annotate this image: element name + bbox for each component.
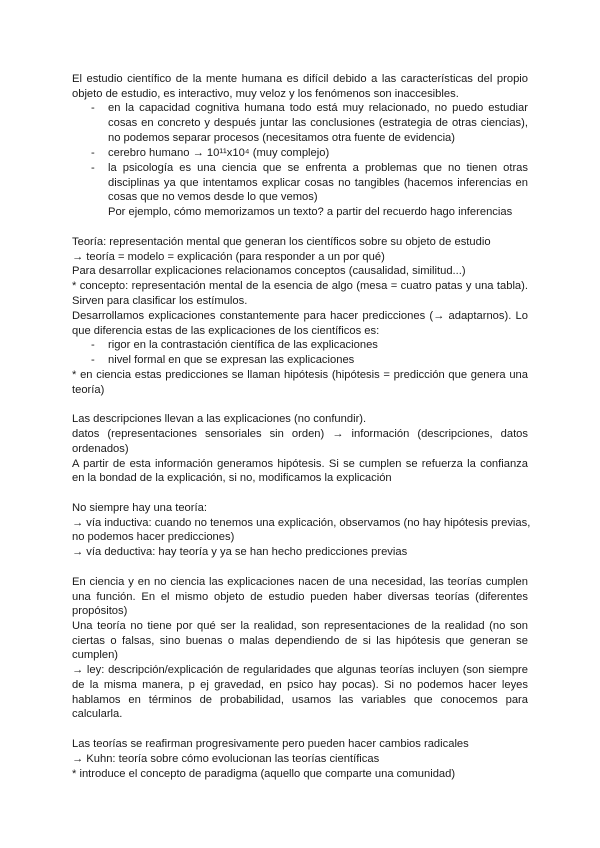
paragraph-line: → vía deductiva: hay teoría y ya se han hecho predicciones previas <box>72 546 408 558</box>
paragraph-line: calcularla. <box>72 708 123 720</box>
list-item-line: Por ejemplo, cómo memorizamos un texto? a partir del recuerdo hago inferencias <box>108 206 513 218</box>
bullet-dash: - <box>91 354 95 366</box>
bullet-dash: - <box>91 102 95 114</box>
paragraph-line: cumplen) <box>72 649 119 661</box>
list-item-line: no podemos separar procesos (necesitamos otra fuente de evidencia) <box>108 132 456 144</box>
list-item: la psicología es una ciencia que se enfrenta a problemas que no tienen otras <box>108 162 528 174</box>
paragraph-line: no podemos hacer predicciones) <box>72 531 235 543</box>
paragraph-line: * introduce el concepto de paradigma (aquello que comparte una comunidad) <box>72 768 456 780</box>
bullet-dash: - <box>91 147 95 159</box>
paragraph-line: en la bondad de la explicación, si no, modificamos la explicación <box>72 472 392 484</box>
list-item: cerebro humano → 10¹¹x10⁴ (muy complejo) <box>108 147 330 159</box>
paragraph-line: hablamos en términos de probabilidad, usamos las variables que conocemos para <box>72 694 528 706</box>
paragraph-line: datos (representaciones sensoriales sin orden) → información (descripciones, datos <box>72 428 528 440</box>
paragraph-line: En ciencia y en no ciencia las explicaciones nacen de una necesidad, las teorías cumplen <box>72 576 528 588</box>
paragraph-line: una función. En el mismo objeto de estudio pueden haber diversas teorías (diferentes <box>72 591 528 603</box>
paragraph-line: Desarrollamos explicaciones constantemente para hacer predicciones (→ adaptarnos). Lo <box>72 310 528 322</box>
paragraph-line: → teoría = modelo = explicación (para responder a un por qué) <box>72 251 385 263</box>
list-item-line: cosas que no vemos desde lo que vemos) <box>108 191 318 203</box>
paragraph-line: Teoría: representación mental que generan los científicos sobre su objeto de estudio <box>72 236 491 248</box>
paragraph-line: → Kuhn: teoría sobre cómo evolucionan las teorías científicas <box>72 753 380 765</box>
list-item-line: cosas en concreto y después juntar las conclusiones (estrategia de otras ciencias), <box>108 117 528 129</box>
paragraph-line: de la misma manera, p ej gravedad, en psico hay pocas). Si no podemos hacer leyes <box>72 679 528 691</box>
paragraph-line: Sirven para clasificar los estímulos. <box>72 295 248 307</box>
paragraph-line: objeto de estudio, es interactivo, muy veloz y los fenómenos son inaccesibles. <box>72 88 459 100</box>
paragraph-line: ordenados) <box>72 443 129 455</box>
paragraph-line: → ley: descripción/explicación de regularidades que algunas teorías incluyen (son siempre <box>72 664 528 676</box>
paragraph-line: * concepto: representación mental de la esencia de algo (mesa = cuatro patas y una tabla). <box>72 280 528 292</box>
paragraph-line: A partir de esta información generamos hipótesis. Si se cumplen se refuerza la confianza <box>72 458 528 470</box>
paragraph-line: ciertas o falsas, sino buenas o malas dependiendo de si las hipótesis que generan se <box>72 635 528 647</box>
list-item: rigor en la contrastación científica de las explicaciones <box>108 339 378 351</box>
paragraph-line: No siempre hay una teoría: <box>72 502 207 514</box>
paragraph-line: * en ciencia estas predicciones se llaman hipótesis (hipótesis = predicción que genera una <box>72 369 528 381</box>
paragraph-line: Las descripciones llevan a las explicaciones (no confundir). <box>72 413 367 425</box>
paragraph-line: que diferencia estas de las explicaciones de los científicos es: <box>72 325 380 337</box>
paragraph-line: Para desarrollar explicaciones relacionamos conceptos (causalidad, similitud...) <box>72 265 466 277</box>
bullet-dash: - <box>91 339 95 351</box>
paragraph-line: → vía inductiva: cuando no tenemos una explicación, observamos (no hay hipótesis previas, <box>72 517 531 529</box>
paragraph-line: Las teorías se reafirman progresivamente pero pueden hacer cambios radicales <box>72 738 469 750</box>
paragraph-line: Una teoría no tiene por qué ser la realidad, son representaciones de la realidad (no son <box>72 620 528 632</box>
paragraph-line: teoría) <box>72 384 105 396</box>
paragraph-line: propósitos) <box>72 605 128 617</box>
list-item: nivel formal en que se expresan las explicaciones <box>108 354 355 366</box>
list-item: en la capacidad cognitiva humana todo está muy relacionado, no puedo estudiar <box>108 102 528 114</box>
paragraph-line: El estudio científico de la mente humana es difícil debido a las características del propio <box>72 73 528 85</box>
bullet-dash: - <box>91 162 95 174</box>
list-item-line: disciplinas ya que intentamos explicar cosas no tangibles (hacemos inferencias en <box>108 177 528 189</box>
